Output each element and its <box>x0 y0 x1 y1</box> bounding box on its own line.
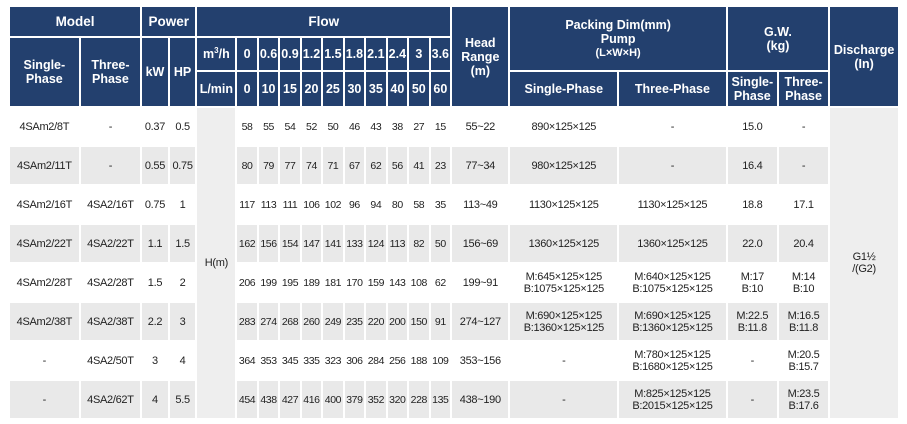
model-single-phase: 4SAm2/22T <box>10 225 79 262</box>
packing-three-phase <box>619 225 726 262</box>
packing-single-phase <box>510 108 617 145</box>
packing-three-phase <box>619 147 726 184</box>
head-value: 260 <box>302 303 321 340</box>
packing-three-phase-line: 1360×125×125 <box>637 237 708 250</box>
weight-three-phase <box>779 381 828 418</box>
gw-three-line2: Phase <box>785 89 822 103</box>
power-hp: 0.75 <box>170 147 196 184</box>
weight-three-phase-line: M:14 <box>791 270 816 283</box>
table-row <box>10 147 898 184</box>
packing-line3: (L×W×H) <box>595 46 641 59</box>
head-value: 416 <box>302 381 321 418</box>
power-kw: 2.2 <box>142 303 168 340</box>
three-phase-line2: Phase <box>91 72 129 86</box>
weight-three-phase <box>779 147 828 184</box>
packing-single-phase-line: - <box>562 354 566 367</box>
header-m3h <box>197 38 235 70</box>
packing-three-phase-line: - <box>670 120 675 133</box>
head-range: 199~91 <box>452 264 508 301</box>
model-single-phase: 4SAm2/16T <box>10 186 79 223</box>
head-value: 154 <box>280 225 299 262</box>
weight-three-phase-line: B:15.7 <box>788 360 819 373</box>
head-value: 438 <box>259 381 278 418</box>
flow-m3h-3: 1.2 <box>302 38 321 70</box>
head-value: 91 <box>431 303 451 340</box>
flow-lmin-2: 15 <box>280 72 299 106</box>
packing-three-phase <box>619 303 726 340</box>
packing-single-phase <box>510 303 617 340</box>
head-value: 345 <box>280 342 299 379</box>
header-kw: kW <box>142 38 168 106</box>
weight-single-phase <box>728 225 777 262</box>
packing-three-phase-line: B:1075×125×125 <box>632 282 713 295</box>
weight-three-phase <box>779 186 828 223</box>
head-value: 268 <box>280 303 299 340</box>
table-row <box>10 108 898 145</box>
power-hp: 1 <box>170 186 196 223</box>
head-range: 77~34 <box>452 147 508 184</box>
head-value: 162 <box>237 225 256 262</box>
packing-single-phase-line: 1130×125×125 <box>528 198 599 211</box>
table-row <box>10 186 898 223</box>
header-pack-three: Three-Phase <box>619 72 726 106</box>
weight-single-phase-line: M:22.5 <box>736 309 769 322</box>
header-pack-single: Single-Phase <box>510 72 617 106</box>
discharge-line2: (In) <box>854 56 874 71</box>
head-value: 62 <box>431 264 451 301</box>
table-body <box>10 108 898 418</box>
head-value: 52 <box>302 108 321 145</box>
head-value: 427 <box>280 381 299 418</box>
head-value: 41 <box>409 147 428 184</box>
head-value: 111 <box>280 186 299 223</box>
head-value: 80 <box>237 147 256 184</box>
head-value: 323 <box>323 342 342 379</box>
weight-single-phase-line: M:17 <box>740 270 764 283</box>
head-unit-cell: H(m) <box>197 108 235 418</box>
weight-single-phase <box>728 147 777 184</box>
packing-three-phase <box>619 186 726 223</box>
head-value: 15 <box>431 108 451 145</box>
single-phase-line1: Single- <box>23 58 66 72</box>
head-value: 106 <box>302 186 321 223</box>
weight-single-phase <box>728 303 777 340</box>
weight-single-phase-line: - <box>750 393 755 406</box>
weight-three-phase-line: - <box>801 120 806 133</box>
packing-single-phase <box>510 381 617 418</box>
packing-single-phase-line: M:645×125×125 <box>525 270 602 283</box>
head-value: 79 <box>259 147 278 184</box>
packing-single-phase-line: 980×125×125 <box>531 159 597 172</box>
power-hp: 2 <box>170 264 196 301</box>
head-value: 113 <box>388 225 407 262</box>
head-value: 352 <box>366 381 385 418</box>
weight-single-phase-line: 16.4 <box>742 159 763 172</box>
power-hp: 5.5 <box>170 381 196 418</box>
packing-single-phase <box>510 186 617 223</box>
packing-three-phase-line: M:690×125×125 <box>634 309 711 322</box>
table-row <box>10 303 898 340</box>
table-row <box>10 225 898 262</box>
head-range: 113~49 <box>452 186 508 223</box>
weight-three-phase-line: M:16.5 <box>787 309 820 322</box>
header-discharge <box>830 7 898 106</box>
flow-lmin-1: 10 <box>259 72 278 106</box>
head-value: 400 <box>323 381 342 418</box>
header-hp: HP <box>170 38 196 106</box>
gw-line1: G.W. <box>764 24 792 39</box>
packing-three-phase <box>619 342 726 379</box>
flow-m3h-5: 1.8 <box>345 38 364 70</box>
power-kw: 0.55 <box>142 147 168 184</box>
flow-m3h-4: 1.5 <box>323 38 342 70</box>
model-single-phase: 4SAm2/38T <box>10 303 79 340</box>
power-hp: 0.5 <box>170 108 196 145</box>
power-kw: 3 <box>142 342 168 379</box>
header-single-phase <box>10 38 79 106</box>
weight-three-phase-line: B:10 <box>792 282 815 295</box>
head-value: 46 <box>345 108 364 145</box>
head-value: 283 <box>237 303 256 340</box>
head-range: 438~190 <box>452 381 508 418</box>
head-value: 77 <box>280 147 299 184</box>
model-three-phase: 4SA2/22T <box>81 225 140 262</box>
weight-single-phase-line: 15.0 <box>742 120 763 133</box>
header-packing-dim <box>510 7 725 70</box>
weight-three-phase-line: B:17.6 <box>788 399 819 412</box>
weight-single-phase-line: B:11.8 <box>737 321 767 334</box>
model-three-phase: - <box>81 108 140 145</box>
packing-line2: Pump <box>600 31 636 46</box>
packing-three-phase-line: M:825×125×125 <box>634 387 711 400</box>
head-value: 124 <box>366 225 385 262</box>
packing-single-phase <box>510 264 617 301</box>
weight-single-phase <box>728 381 777 418</box>
head-value: 195 <box>280 264 299 301</box>
flow-lmin-3: 20 <box>302 72 321 106</box>
weight-three-phase-line: - <box>801 159 806 172</box>
head-value: 335 <box>302 342 321 379</box>
packing-three-phase-line: M:640×125×125 <box>634 270 711 283</box>
packing-single-phase-line: 890×125×125 <box>531 120 597 133</box>
packing-single-phase <box>510 225 617 262</box>
model-single-phase: - <box>10 381 79 418</box>
header-three-phase <box>81 38 140 106</box>
head-value: 71 <box>323 147 342 184</box>
weight-single-phase <box>728 342 777 379</box>
header-power: Power <box>142 7 195 36</box>
model-three-phase: 4SA2/16T <box>81 186 140 223</box>
packing-three-phase-line: B:1360×125×125 <box>632 321 713 334</box>
packing-single-phase-line: M:690×125×125 <box>525 309 602 322</box>
gw-three-line1: Three- <box>784 75 823 89</box>
weight-three-phase-line: M:20.5 <box>787 348 820 361</box>
weight-single-phase-line: 18.8 <box>742 198 763 211</box>
flow-m3h-2: 0.9 <box>280 38 299 70</box>
head-value: 200 <box>388 303 407 340</box>
packing-single-phase-line: B:1075×125×125 <box>523 282 604 295</box>
power-kw: 0.75 <box>142 186 168 223</box>
head-range-line3: (m) <box>470 63 491 78</box>
packing-three-phase-line: M:780×125×125 <box>634 348 711 361</box>
model-single-phase: - <box>10 342 79 379</box>
weight-single-phase <box>728 108 777 145</box>
gw-line2: (kg) <box>766 38 790 53</box>
flow-lmin-7: 40 <box>388 72 407 106</box>
packing-line1: Packing Dim(mm) <box>565 17 671 32</box>
flow-lmin-0: 0 <box>237 72 256 106</box>
head-value: 133 <box>345 225 364 262</box>
head-value: 454 <box>237 381 256 418</box>
weight-single-phase <box>728 264 777 301</box>
head-value: 50 <box>323 108 342 145</box>
flow-m3h-1: 0.6 <box>259 38 278 70</box>
flow-lmin-9: 60 <box>431 72 451 106</box>
head-value: 364 <box>237 342 256 379</box>
three-phase-line1: Three- <box>91 58 130 72</box>
pump-spec-table <box>8 5 900 420</box>
discharge-line1: Discharge <box>833 42 895 57</box>
gw-single-line1: Single- <box>731 75 774 89</box>
discharge-cell <box>830 108 898 418</box>
model-three-phase: 4SA2/38T <box>81 303 140 340</box>
head-value: 159 <box>366 264 385 301</box>
model-three-phase: 4SA2/62T <box>81 381 140 418</box>
head-value: 113 <box>259 186 278 223</box>
weight-single-phase-line: - <box>750 354 755 367</box>
weight-three-phase <box>779 303 828 340</box>
head-value: 156 <box>259 225 278 262</box>
head-value: 43 <box>366 108 385 145</box>
head-value: 54 <box>280 108 299 145</box>
head-value: 80 <box>388 186 407 223</box>
packing-single-phase-line: - <box>562 393 566 406</box>
header-model: Model <box>10 7 140 36</box>
table-row <box>10 264 898 301</box>
flow-m3h-8: 3 <box>409 38 428 70</box>
head-value: 67 <box>345 147 364 184</box>
packing-single-phase <box>510 342 617 379</box>
packing-single-phase-line: B:1360×125×125 <box>523 321 604 334</box>
flow-m3h-6: 2.1 <box>366 38 385 70</box>
head-range: 274~127 <box>452 303 508 340</box>
head-value: 38 <box>388 108 407 145</box>
m3h-unit: m <box>203 47 215 61</box>
header-flow: Flow <box>197 7 450 36</box>
weight-three-phase-line: 20.4 <box>793 237 814 250</box>
flow-lmin-4: 25 <box>323 72 342 106</box>
model-single-phase: 4SAm2/11T <box>10 147 79 184</box>
table-row <box>10 342 898 379</box>
power-hp: 4 <box>170 342 196 379</box>
header-gross-weight <box>728 7 828 70</box>
header-lmin: L/min <box>197 72 235 106</box>
packing-three-phase-line: - <box>670 159 675 172</box>
table-row <box>10 381 898 418</box>
head-value: 188 <box>409 342 428 379</box>
flow-m3h-0: 0 <box>237 38 256 70</box>
head-value: 170 <box>345 264 364 301</box>
head-value: 135 <box>431 381 451 418</box>
head-value: 108 <box>409 264 428 301</box>
head-value: 256 <box>388 342 407 379</box>
head-value: 141 <box>323 225 342 262</box>
packing-three-phase-line: B:1680×125×125 <box>632 360 713 373</box>
discharge-value-line2: /(G2) <box>852 263 876 275</box>
head-value: 320 <box>388 381 407 418</box>
head-value: 58 <box>409 186 428 223</box>
head-value: 274 <box>259 303 278 340</box>
flow-lmin-6: 35 <box>366 72 385 106</box>
weight-single-phase-line: 22.0 <box>742 237 763 250</box>
packing-three-phase <box>619 381 726 418</box>
weight-three-phase-line: B:11.8 <box>788 321 819 334</box>
power-hp: 1.5 <box>170 225 196 262</box>
head-value: 27 <box>409 108 428 145</box>
head-value: 181 <box>323 264 342 301</box>
head-value: 284 <box>366 342 385 379</box>
head-value: 117 <box>237 186 256 223</box>
head-value: 82 <box>409 225 428 262</box>
packing-three-phase-line: B:2015×125×125 <box>632 399 713 412</box>
weight-three-phase-line: M:23.5 <box>787 387 820 400</box>
gw-single-line2: Phase <box>733 89 771 103</box>
m3h-tail: /h <box>218 47 230 61</box>
head-value: 58 <box>237 108 256 145</box>
head-value: 35 <box>431 186 451 223</box>
head-value: 94 <box>366 186 385 223</box>
weight-three-phase-line: 17.1 <box>793 198 814 211</box>
model-single-phase: 4SAm2/8T <box>10 108 79 145</box>
head-range: 353~156 <box>452 342 508 379</box>
head-value: 206 <box>237 264 256 301</box>
discharge-value-line1: G1½ <box>852 251 876 263</box>
head-value: 96 <box>345 186 364 223</box>
head-value: 189 <box>302 264 321 301</box>
single-phase-line2: Phase <box>25 72 63 86</box>
head-value: 56 <box>388 147 407 184</box>
head-value: 235 <box>345 303 364 340</box>
head-value: 62 <box>366 147 385 184</box>
m3h-sup: 3 <box>214 45 219 55</box>
head-range-line2: Range <box>461 49 500 64</box>
head-value: 220 <box>366 303 385 340</box>
head-value: 143 <box>388 264 407 301</box>
model-three-phase: - <box>81 147 140 184</box>
packing-single-phase <box>510 147 617 184</box>
head-value: 150 <box>409 303 428 340</box>
weight-single-phase-line: B:10 <box>741 282 764 295</box>
model-single-phase: 4SAm2/28T <box>10 264 79 301</box>
head-value: 147 <box>302 225 321 262</box>
head-range: 55~22 <box>452 108 508 145</box>
header-gw-three <box>779 72 828 106</box>
power-kw: 1.5 <box>142 264 168 301</box>
header-head-range <box>452 7 508 106</box>
flow-lmin-5: 30 <box>345 72 364 106</box>
model-three-phase: 4SA2/28T <box>81 264 140 301</box>
packing-single-phase-line: 1360×125×125 <box>528 237 600 250</box>
head-value: 249 <box>323 303 342 340</box>
weight-three-phase <box>779 264 828 301</box>
weight-three-phase <box>779 225 828 262</box>
head-value: 74 <box>302 147 321 184</box>
head-range-line1: Head <box>465 35 496 50</box>
power-hp: 3 <box>170 303 196 340</box>
weight-three-phase <box>779 108 828 145</box>
packing-three-phase-line: 1130×125×125 <box>637 198 708 211</box>
head-value: 199 <box>259 264 278 301</box>
head-value: 55 <box>259 108 278 145</box>
flow-m3h-9: 3.6 <box>431 38 451 70</box>
packing-three-phase <box>619 264 726 301</box>
head-value: 50 <box>431 225 451 262</box>
model-three-phase: 4SA2/50T <box>81 342 140 379</box>
head-range: 156~69 <box>452 225 508 262</box>
head-value: 23 <box>431 147 451 184</box>
power-kw: 1.1 <box>142 225 168 262</box>
flow-m3h-7: 2.4 <box>388 38 407 70</box>
head-value: 109 <box>431 342 451 379</box>
power-kw: 0.37 <box>142 108 168 145</box>
head-value: 353 <box>259 342 278 379</box>
head-value: 102 <box>323 186 342 223</box>
head-value: 306 <box>345 342 364 379</box>
header-gw-single <box>728 72 777 106</box>
flow-lmin-8: 50 <box>409 72 428 106</box>
packing-three-phase <box>619 108 726 145</box>
head-value: 379 <box>345 381 364 418</box>
weight-single-phase <box>728 186 777 223</box>
power-kw: 4 <box>142 381 168 418</box>
weight-three-phase <box>779 342 828 379</box>
head-value: 228 <box>409 381 428 418</box>
